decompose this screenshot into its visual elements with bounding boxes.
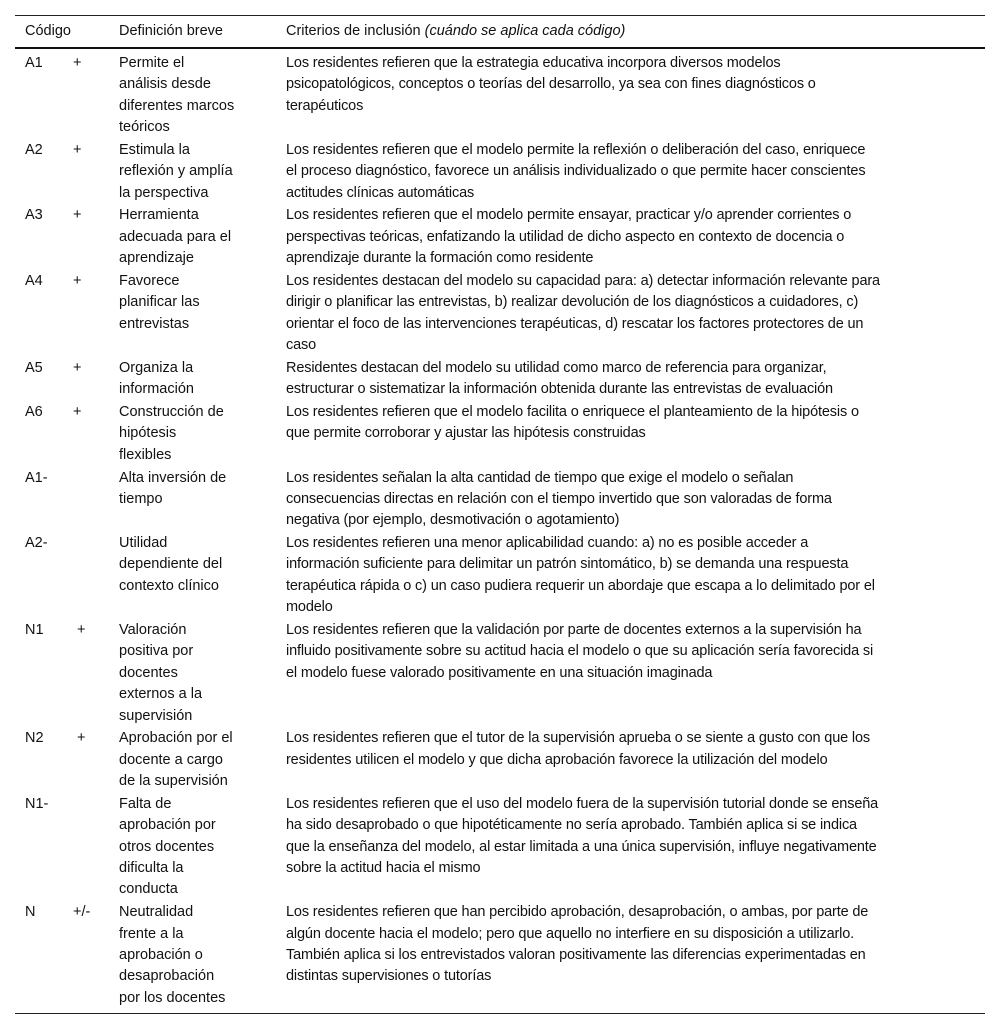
code-cell: A2 <box>25 141 43 158</box>
definition-cell: Aprobación por el docente a cargo de la supervisión <box>119 730 233 790</box>
definition-cell: Construcción de hipótesis flexibles <box>119 403 224 463</box>
criteria-cell: Los residentes destacan del modelo su capacidad para: a) detectar información relevante para dirigir o planificar las entrevistas, b) realizar devolución de los diagnósticos a cuidadores, c) orientar el foco de las intervenciones terapéuticas, d) rescatar los factores protectores de un caso <box>286 272 880 354</box>
criteria-cell: Los residentes refieren que el modelo permite ensayar, practicar y/o aprender corrientes o perspectivas teóricas, enfatizando la utilidad de dicho aspecto en contexto de docencia o aprendizaje durante la formación como residente <box>286 207 852 267</box>
table-row <box>15 204 985 270</box>
code-cell: N1- <box>25 795 49 812</box>
sign-cell: + <box>73 55 82 71</box>
header-criteria-label: Criterios de inclusión <box>286 23 421 39</box>
table-row <box>15 727 985 793</box>
table-row <box>15 901 985 1009</box>
code-cell: A2- <box>25 535 48 552</box>
definition-cell: Valoración positiva por docentes externos a la supervisión <box>119 621 203 724</box>
header-definition: Definición breve <box>119 23 223 39</box>
sign-cell <box>73 468 119 532</box>
definition-cell: Falta de aprobación por otros docentes dificulta la conducta <box>119 795 216 898</box>
table-row <box>15 270 985 357</box>
criteria-cell: Los residentes refieren que la estrategia educativa incorpora diversos modelos psicopatológicos, conceptos o teorías del desarrollo, ya sea con fines diagnósticos o terapéuticos <box>286 55 816 114</box>
criteria-cell: Los residentes refieren que han percibido aprobación, desaprobación, o ambas, por parte de algún docente hacia el modelo; pero que aquello no interfiere en su disposición a utilizarlo. También aplica si los entrevistados valoran positivamente las diferencias experimentadas en distintas supervisiones o tutorías <box>286 904 869 985</box>
sign-cell: + <box>73 272 82 289</box>
criteria-cell: Los residentes señalan la alta cantidad de tiempo que exige el modelo o señalan consecuencias directas en relación con el tiempo invertido que son valoradas de forma negativa (por ejemplo, desmotivación o agotamiento) <box>286 469 832 529</box>
sign-cell: + <box>73 141 82 158</box>
criteria-cell: Los residentes refieren que la validación por parte de docentes externos a la supervisión ha influido positivamente sobre su actitud hacia el modelo o que su aplicación sería favorecida si el modelo fuese valorado positivamente en una situación imaginada <box>286 621 874 681</box>
table-row <box>15 52 985 139</box>
definition-cell: Alta inversión de tiempo <box>119 469 227 507</box>
header-code: Código <box>25 23 71 39</box>
criteria-cell: Los residentes refieren que el modelo permite la reflexión o deliberación del caso, enriquece el proceso diagnóstico, favorece un análisis individualizado o que permite hacer conscientes actitudes clínicas automáticas <box>286 141 866 201</box>
criteria-cell: Los residentes refieren una menor aplicabilidad cuando: a) no es posible acceder a información suficiente para delimitar un patrón sintomático, b) se demanda una respuesta terapéutica rápida o c) un caso pudiera requerir un abordaje que escapa a lo delimitado por el modelo <box>286 535 875 616</box>
table-row <box>15 139 985 205</box>
sign-cell: + <box>73 621 86 638</box>
sign-cell <box>73 533 119 619</box>
definition-cell: Permite el análisis desde diferentes marcos teóricos <box>119 55 235 136</box>
code-cell: N <box>25 904 36 921</box>
table-row <box>15 619 985 727</box>
definition-cell: Organiza la información <box>119 359 194 398</box>
criteria-cell: Los residentes refieren que el uso del modelo fuera de la supervisión tutorial donde se enseña ha sido desaprobado o que hipotéticamente no sería aprobado. También aplica si se indica que la enseñanza del modelo, al estar limitada a una única supervisión, influye negativamente sobre la actitud hacia el mismo <box>286 795 879 876</box>
code-cell: A1 <box>25 55 43 71</box>
header-criteria-note: (cuándo se aplica cada código) <box>424 23 626 39</box>
table-row <box>15 793 985 901</box>
criteria-cell: Los residentes refieren que el tutor de la supervisión aprueba o se siente a gusto con que los residentes utilicen el modelo y que dicha aprobación favorece la utilización del modelo <box>286 730 871 768</box>
code-cell: A3 <box>25 207 43 224</box>
codebook-table <box>15 15 985 1014</box>
header-criteria <box>286 21 625 42</box>
criteria-cell: Los residentes refieren que el modelo facilita o enriquece el planteamiento de la hipótesis o que permite corroborar y ajustar las hipótesis construidas <box>286 403 859 442</box>
definition-cell: Favorece planificar las entrevistas <box>119 272 200 332</box>
code-cell: A5 <box>25 359 43 376</box>
code-cell: A6 <box>25 403 43 420</box>
table-row <box>15 357 985 401</box>
sign-cell <box>73 794 119 901</box>
sign-cell: +/- <box>73 904 91 921</box>
definition-cell: Neutralidad frente a la aprobación o desaprobación por los docentes <box>119 904 226 1006</box>
table-body <box>15 49 985 1013</box>
sign-cell: + <box>73 207 82 224</box>
definition-cell: Estimula la reflexión y amplía la perspectiva <box>119 141 233 201</box>
code-cell: A4 <box>25 272 43 289</box>
table-row <box>15 532 985 619</box>
code-cell: N1 <box>25 621 44 638</box>
table-header <box>15 16 985 49</box>
table-row <box>15 401 985 467</box>
definition-cell: Utilidad dependiente del contexto clínico <box>119 535 223 594</box>
criteria-cell: Residentes destacan del modelo su utilidad como marco de referencia para organizar, estructurar o sistematizar la información obtenida durante las entrevistas de evaluación <box>286 359 833 398</box>
table-row <box>15 467 985 533</box>
code-cell: A1- <box>25 469 48 486</box>
sign-cell: + <box>73 730 86 747</box>
code-cell: N2 <box>25 730 44 747</box>
sign-cell: + <box>73 403 82 420</box>
sign-cell: + <box>73 359 82 376</box>
definition-cell: Herramienta adecuada para el aprendizaje <box>119 207 232 267</box>
